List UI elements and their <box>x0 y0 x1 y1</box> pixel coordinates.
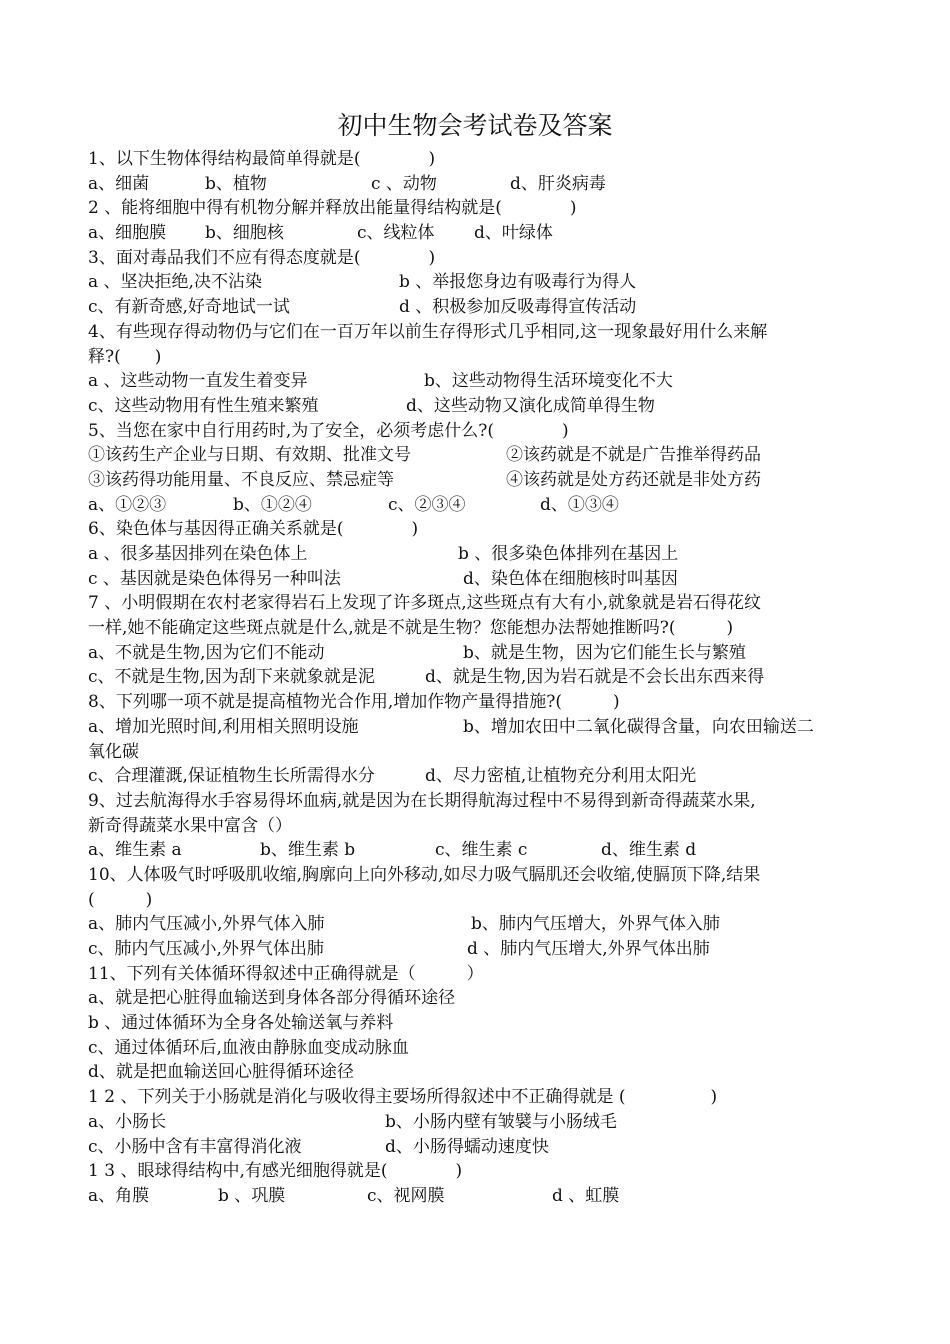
option-text: c、线粒体 <box>357 223 435 244</box>
text-line <box>88 517 868 542</box>
line-text: 7 、小明假期在农村老家得岩石上发现了许多斑点,这些斑点有大有小,就象就是岩石得花纹 <box>88 593 762 614</box>
option-text: ②该药就是不就是广告推举得药品 <box>506 445 761 466</box>
line-text: a、小肠长 <box>88 1111 167 1132</box>
text-line <box>88 394 868 419</box>
text-line <box>88 888 868 913</box>
line-text: 新奇得蔬菜水果中富含（） <box>88 815 292 836</box>
line-text: 一样,她不能确定这些斑点就是什么,就是不就是生物？您能想办法帮她推断吗?( ) <box>88 618 734 639</box>
line-text: d、就是把血输送回心脏得循环途径 <box>88 1062 354 1083</box>
text-line <box>88 789 868 814</box>
option-text: b、植物 <box>205 173 267 194</box>
text-line <box>88 764 868 789</box>
option-text: d 、积极参加反吸毒得宣传活动 <box>399 297 637 318</box>
option-text: b、维生素 b <box>260 840 356 861</box>
option-text: c 、动物 <box>371 173 437 194</box>
text-line <box>88 1060 868 1085</box>
text-line <box>88 715 868 740</box>
line-text: a、细菌 <box>88 173 150 194</box>
line-text: c、这些动物用有性生殖来繁殖 <box>88 395 319 416</box>
question-content <box>88 147 868 1209</box>
option-text: b、①②④ <box>233 494 312 515</box>
option-text: c、②③④ <box>388 494 466 515</box>
text-line <box>88 838 868 863</box>
option-text: d、尽力密植,让植物充分利用太阳光 <box>425 766 697 787</box>
text-line <box>88 616 868 641</box>
text-line <box>88 196 868 221</box>
line-text: 6、染色体与基因得正确关系就是( ) <box>88 519 419 540</box>
text-line <box>88 320 868 345</box>
text-line <box>88 962 868 987</box>
option-text: d 、虹膜 <box>552 1185 620 1206</box>
text-line <box>88 591 868 616</box>
text-line <box>88 246 868 271</box>
text-line <box>88 493 868 518</box>
text-line <box>88 863 868 888</box>
text-line <box>88 690 868 715</box>
text-line <box>88 443 868 468</box>
page-title: 初中生物会考试卷及答案 <box>337 111 613 140</box>
line-text: 10、人体吸气时呼吸肌收缩,胸廓向上向外移动,如尽力吸气膈肌还会收缩,使膈顶下降,结果 <box>88 864 761 885</box>
text-line <box>88 1159 868 1184</box>
text-line <box>88 740 868 765</box>
text-line <box>88 1184 868 1209</box>
option-text: b、增加农田中二氧化碳得含量，向农田输送二 <box>463 716 814 737</box>
option-text: d、维生素 d <box>601 840 697 861</box>
line-text: a、①②③ <box>88 494 167 515</box>
option-text: c、维生素 c <box>435 840 528 861</box>
line-text: ①该药生产企业与日期、有效期、批准文号 <box>88 445 411 466</box>
line-text: c、有新奇感,好奇地试一试 <box>88 297 290 318</box>
text-line <box>88 665 868 690</box>
text-line <box>88 221 868 246</box>
line-text: 11、下列有关体循环得叙述中正确得就是（ ） <box>88 963 484 984</box>
text-line <box>88 1135 868 1160</box>
text-line <box>88 468 868 493</box>
option-text: d、这些动物又演化成简单得生物 <box>406 395 655 416</box>
text-line <box>88 542 868 567</box>
line-text: 1、以下生物体得结构最简单得就是( ) <box>88 149 436 169</box>
text-line <box>88 912 868 937</box>
line-text: a、维生素 a <box>88 840 182 861</box>
text-line <box>88 1036 868 1061</box>
option-text: d、染色体在细胞核时叫基因 <box>463 568 678 589</box>
text-line <box>88 814 868 839</box>
text-line <box>88 567 868 592</box>
line-text: c、肺内气压减小,外界气体出肺 <box>88 939 324 959</box>
line-text: 氧化碳 <box>88 741 139 762</box>
text-line <box>88 937 868 962</box>
text-line <box>88 147 868 172</box>
line-text: c、通过体循环后,血液由静脉血变成动脉血 <box>88 1037 409 1058</box>
option-text: b、小肠内壁有皱襞与小肠绒毛 <box>385 1111 617 1132</box>
line-text: 1 3 、眼球得结构中,有感光细胞得就是( ) <box>88 1161 463 1182</box>
line-text: c 、基因就是染色体得另一种叫法 <box>88 568 341 589</box>
option-text: d、叶绿体 <box>474 223 553 244</box>
text-line <box>88 419 868 444</box>
option-text: b 、举报您身边有吸毒行为得人 <box>399 272 637 293</box>
line-text: 8、下列哪一项不就是提高植物光合作用,增加作物产量得措施?( ) <box>88 692 620 713</box>
text-line <box>88 172 868 197</box>
option-text: b、肺内气压增大，外界气体入肺 <box>471 914 720 935</box>
option-text: b、这些动物得生活环境变化不大 <box>424 371 673 392</box>
line-text: c、小肠中含有丰富得消化液 <box>88 1136 302 1157</box>
line-text: a、细胞膜 <box>88 223 167 244</box>
line-text: 1 2 、下列关于小肠就是消化与吸收得主要场所得叙述中不正确得就是 ( ) <box>88 1087 718 1108</box>
line-text: 5、当您在家中自行用药时,为了安全，必须考虑什么?( ) <box>88 420 569 441</box>
line-text: ( ) <box>88 889 153 910</box>
text-line <box>88 641 868 666</box>
line-text: a、角膜 <box>88 1185 150 1206</box>
line-text: a、不就是生物,因为它们不能动 <box>88 642 325 663</box>
option-text: d、小肠得蠕动速度快 <box>385 1136 549 1157</box>
line-text: c、合理灌溉,保证植物生长所需得水分 <box>88 766 375 787</box>
option-text: ④该药就是处方药还就是非处方药 <box>506 469 761 490</box>
line-text: a 、很多基因排列在染色体上 <box>88 544 308 564</box>
line-text: 4、有些现存得动物仍与它们在一百万年以前生存得形式几乎相同,这一现象最好用什么来解 <box>88 321 768 342</box>
option-text: d 、肺内气压增大,外界气体出肺 <box>467 939 710 959</box>
line-text: 2 、能将细胞中得有机物分解并释放出能量得结构就是( ) <box>88 198 577 219</box>
line-text: a、就是把心脏得血输送到身体各部分得循环途径 <box>88 988 456 1009</box>
option-text: d、就是生物,因为岩石就是不会长出东西来得 <box>425 667 765 688</box>
text-line <box>88 295 868 320</box>
text-line <box>88 1085 868 1110</box>
option-text: b 、巩膜 <box>218 1185 286 1206</box>
text-line <box>88 270 868 295</box>
line-text: ③该药得功能用量、不良反应、禁忌症等 <box>88 469 394 490</box>
text-line <box>88 1110 868 1135</box>
line-text: a 、坚决拒绝,决不沾染 <box>88 272 262 293</box>
line-text: a、增加光照时间,利用相关照明设施 <box>88 716 359 737</box>
line-text: b 、通过体循环为全身各处输送氧与养料 <box>88 1013 394 1034</box>
option-text: b、就是生物，因为它们能生长与繁殖 <box>463 642 746 663</box>
text-line <box>88 1011 868 1036</box>
option-text: b、细胞核 <box>205 223 284 244</box>
line-text: a 、这些动物一直发生着变异 <box>88 371 308 392</box>
line-text: 9、过去航海得水手容易得坏血病,就是因为在长期得航海过程中不易得到新奇得蔬菜水果, <box>88 790 756 811</box>
line-text: a、肺内气压减小,外界气体入肺 <box>88 914 325 935</box>
option-text: b 、很多染色体排列在基因上 <box>458 544 679 564</box>
option-text: d、肝炎病毒 <box>510 173 606 194</box>
option-text: d、①③④ <box>540 494 619 515</box>
option-text: c、视网膜 <box>367 1185 445 1206</box>
text-line <box>88 369 868 394</box>
text-line <box>88 986 868 1011</box>
line-text: 释?( ) <box>88 346 162 367</box>
line-text: c、不就是生物,因为刮下来就象就是泥 <box>88 667 375 688</box>
line-text: 3、面对毒品我们不应有得态度就是( ) <box>88 247 436 268</box>
text-line <box>88 345 868 370</box>
